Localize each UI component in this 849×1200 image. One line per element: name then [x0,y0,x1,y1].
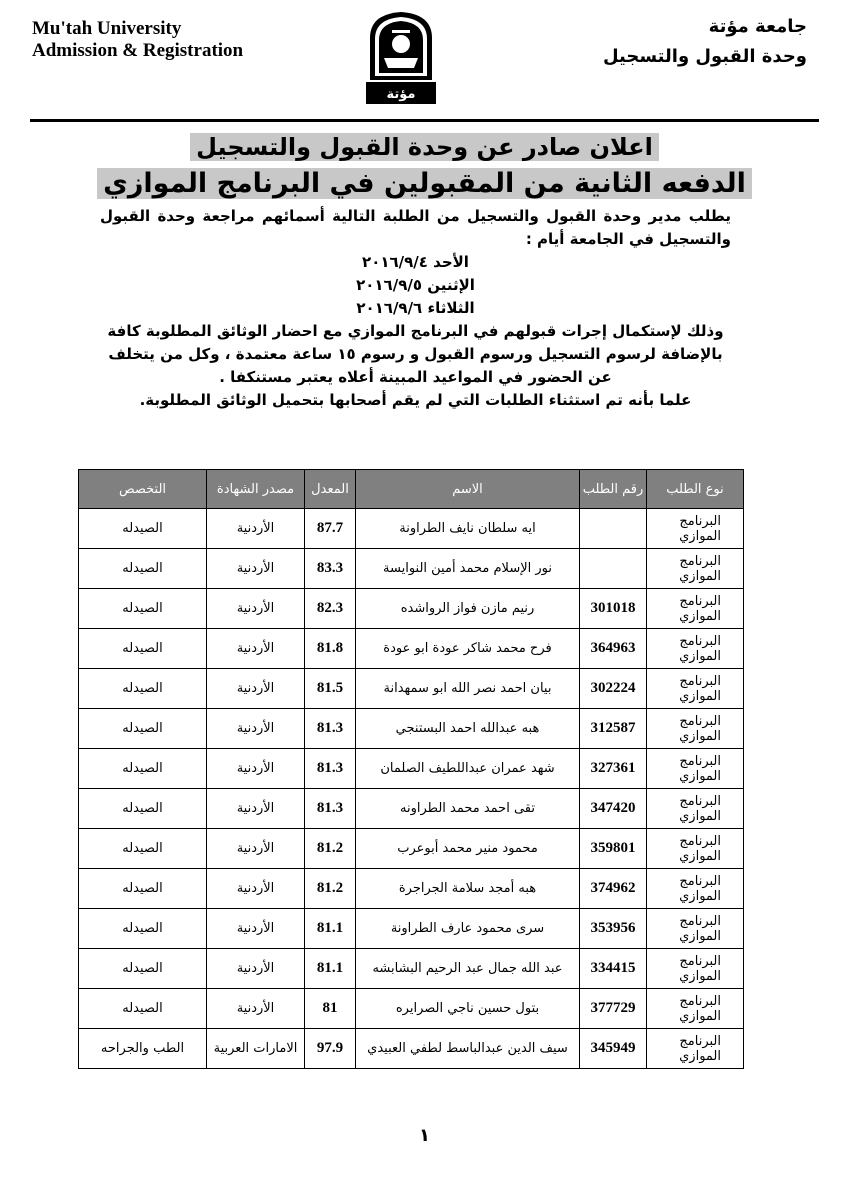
cell-number: 377729 [580,989,647,1029]
announcement-title [0,133,849,161]
cell-average: 83.3 [305,549,356,589]
cell-specialization: الصيدله [79,949,207,989]
cell-type: البرنامج الموازي [647,749,744,789]
intro-paragraph: يطلب مدير وحدة القبول والتسجيل من الطلبة التالية أسمائهم مراجعة وحدة القبول والتسجيل في الجامعة أيام : [100,207,731,248]
announcement-subtitle [0,168,849,199]
cell-name: محمود منير محمد أبوعرب [356,829,580,869]
cell-source: الامارات العربية [207,1029,305,1069]
cell-specialization: الصيدله [79,749,207,789]
cell-average: 81.1 [305,909,356,949]
cell-average: 97.9 [305,1029,356,1069]
table-row [79,829,744,869]
cell-source: الأردنية [207,789,305,829]
cell-specialization: الصيدله [79,669,207,709]
cell-type: البرنامج الموازي [647,789,744,829]
cell-specialization: الصيدله [79,909,207,949]
cell-specialization: الصيدله [79,629,207,669]
table-row [79,869,744,909]
cell-type: البرنامج الموازي [647,949,744,989]
table-row [79,589,744,629]
cell-average: 81.2 [305,829,356,869]
cell-source: الأردنية [207,669,305,709]
cell-average: 81.3 [305,749,356,789]
cell-name: عبد الله جمال عبد الرحيم البشابشه [356,949,580,989]
cell-specialization: الصيدله [79,829,207,869]
header-name: الاسم [356,470,580,509]
cell-number: 347420 [580,789,647,829]
accepted-students-table [78,469,744,1069]
cell-type: البرنامج الموازي [647,829,744,869]
cell-number: 345949 [580,1029,647,1069]
table-row [79,709,744,749]
cell-number [580,509,647,549]
cell-name: بتول حسين ناجي الصرايره [356,989,580,1029]
cell-average: 81.8 [305,629,356,669]
cell-specialization: الصيدله [79,549,207,589]
cell-source: الأردنية [207,989,305,1029]
department-name: Admission & Registration [32,40,244,61]
university-name: Mu'tah University [32,18,182,39]
cell-name: فرح محمد شاكر عودة ابو عودة [356,629,580,669]
cell-name: ايه سلطان نايف الطراونة [356,509,580,549]
cell-type: البرنامج الموازي [647,629,744,669]
cell-specialization: الصيدله [79,869,207,909]
cell-specialization: الصيدله [79,589,207,629]
cell-specialization: الصيدله [79,989,207,1029]
cell-name: سيف الدين عبدالباسط لطفي العبيدي [356,1029,580,1069]
cell-number: 364963 [580,629,647,669]
cell-specialization: الصيدله [79,709,207,749]
cell-specialization: الطب والجراحه [79,1029,207,1069]
cell-name: نور الإسلام محمد أمين النوايسة [356,549,580,589]
requirements-paragraph: وذلك لإستكمال إجرات قبولهم في البرنامج الموازي مع احضار الوثائق المطلوبة كافة بالإضافة لرسوم التسجيل ورسوم القبول و رسوم ١٥ ساعة معتمدة ، وكل من يتخلف عن الحضور في المواعيد المبينة أعلاه يعتبر مستنكفا . [107,322,724,386]
date-monday: الإثنين ٢٠١٦/٩/٥ [356,276,475,294]
department-name-ar: وحدة القبول والتسجيل [602,46,807,67]
header-specialization: التخصص [79,470,207,509]
cell-number [580,549,647,589]
table-row [79,909,744,949]
cell-name: هبه أمجد سلامة الجراجرة [356,869,580,909]
cell-number: 301018 [580,589,647,629]
university-name-ar: جامعة مؤتة [708,16,807,37]
cell-average: 87.7 [305,509,356,549]
table-row [79,789,744,829]
university-name-english [32,18,243,62]
cell-type: البرنامج الموازي [647,589,744,629]
cell-source: الأردنية [207,629,305,669]
table-body [79,509,744,1069]
cell-type: البرنامج الموازي [647,549,744,589]
cell-average: 81.3 [305,789,356,829]
cell-source: الأردنية [207,909,305,949]
cell-type: البرنامج الموازي [647,909,744,949]
header-source: مصدر الشهادة [207,470,305,509]
cell-number: 374962 [580,869,647,909]
cell-average: 81.5 [305,669,356,709]
cell-average: 81.3 [305,709,356,749]
cell-source: الأردنية [207,709,305,749]
table-row [79,629,744,669]
cell-type: البرنامج الموازي [647,509,744,549]
page-number: ١ [419,1125,430,1146]
cell-average: 81 [305,989,356,1029]
cell-number: 327361 [580,749,647,789]
university-logo [358,10,444,110]
table-row [79,749,744,789]
cell-name: هبه عبدالله احمد البستنجي [356,709,580,749]
header-divider [30,119,819,122]
date-sunday: الأحد ٢٠١٦/٩/٤ [362,253,469,271]
table-row [79,949,744,989]
cell-name: بيان احمد نصر الله ابو سمهدانة [356,669,580,709]
cell-number: 353956 [580,909,647,949]
cell-type: البرنامج الموازي [647,869,744,909]
header-average: المعدل [305,470,356,509]
cell-average: 82.3 [305,589,356,629]
cell-specialization: الصيدله [79,789,207,829]
cell-type: البرنامج الموازي [647,709,744,749]
date-tuesday: الثلاثاء ٢٠١٦/٩/٦ [356,299,475,317]
cell-type: البرنامج الموازي [647,1029,744,1069]
cell-source: الأردنية [207,829,305,869]
cell-average: 81.1 [305,949,356,989]
cell-name: تقى احمد محمد الطراونه [356,789,580,829]
cell-source: الأردنية [207,589,305,629]
table-row [79,989,744,1029]
title-text: اعلان صادر عن وحدة القبول والتسجيل [190,133,659,161]
cell-source: الأردنية [207,549,305,589]
svg-text:مؤتة: مؤتة [386,87,416,102]
cell-source: الأردنية [207,869,305,909]
cell-type: البرنامج الموازي [647,989,744,1029]
cell-specialization: الصيدله [79,509,207,549]
cell-number: 334415 [580,949,647,989]
cell-average: 81.2 [305,869,356,909]
table-row [79,509,744,549]
note-paragraph: علما بأنه تم استثناء الطلبات التي لم يقم أصحابها بتحميل الوثائق المطلوبة. [139,391,692,409]
cell-source: الأردنية [207,509,305,549]
table-row [79,669,744,709]
cell-name: شهد عمران عبداللطيف الصلمان [356,749,580,789]
cell-number: 312587 [580,709,647,749]
table-header-row [79,470,744,509]
table-row [79,1029,744,1069]
cell-name: رنيم مازن فواز الرواشده [356,589,580,629]
cell-type: البرنامج الموازي [647,669,744,709]
header-type: نوع الطلب [647,470,744,509]
announcement-body [100,205,731,412]
cell-number: 359801 [580,829,647,869]
cell-number: 302224 [580,669,647,709]
table-row [79,549,744,589]
cell-name: سرى محمود عارف الطراونة [356,909,580,949]
university-name-arabic [603,12,807,72]
subtitle-text: الدفعه الثانية من المقبولين في البرنامج الموازي [97,168,752,199]
cell-source: الأردنية [207,749,305,789]
cell-source: الأردنية [207,949,305,989]
header-number: رقم الطلب [580,470,647,509]
